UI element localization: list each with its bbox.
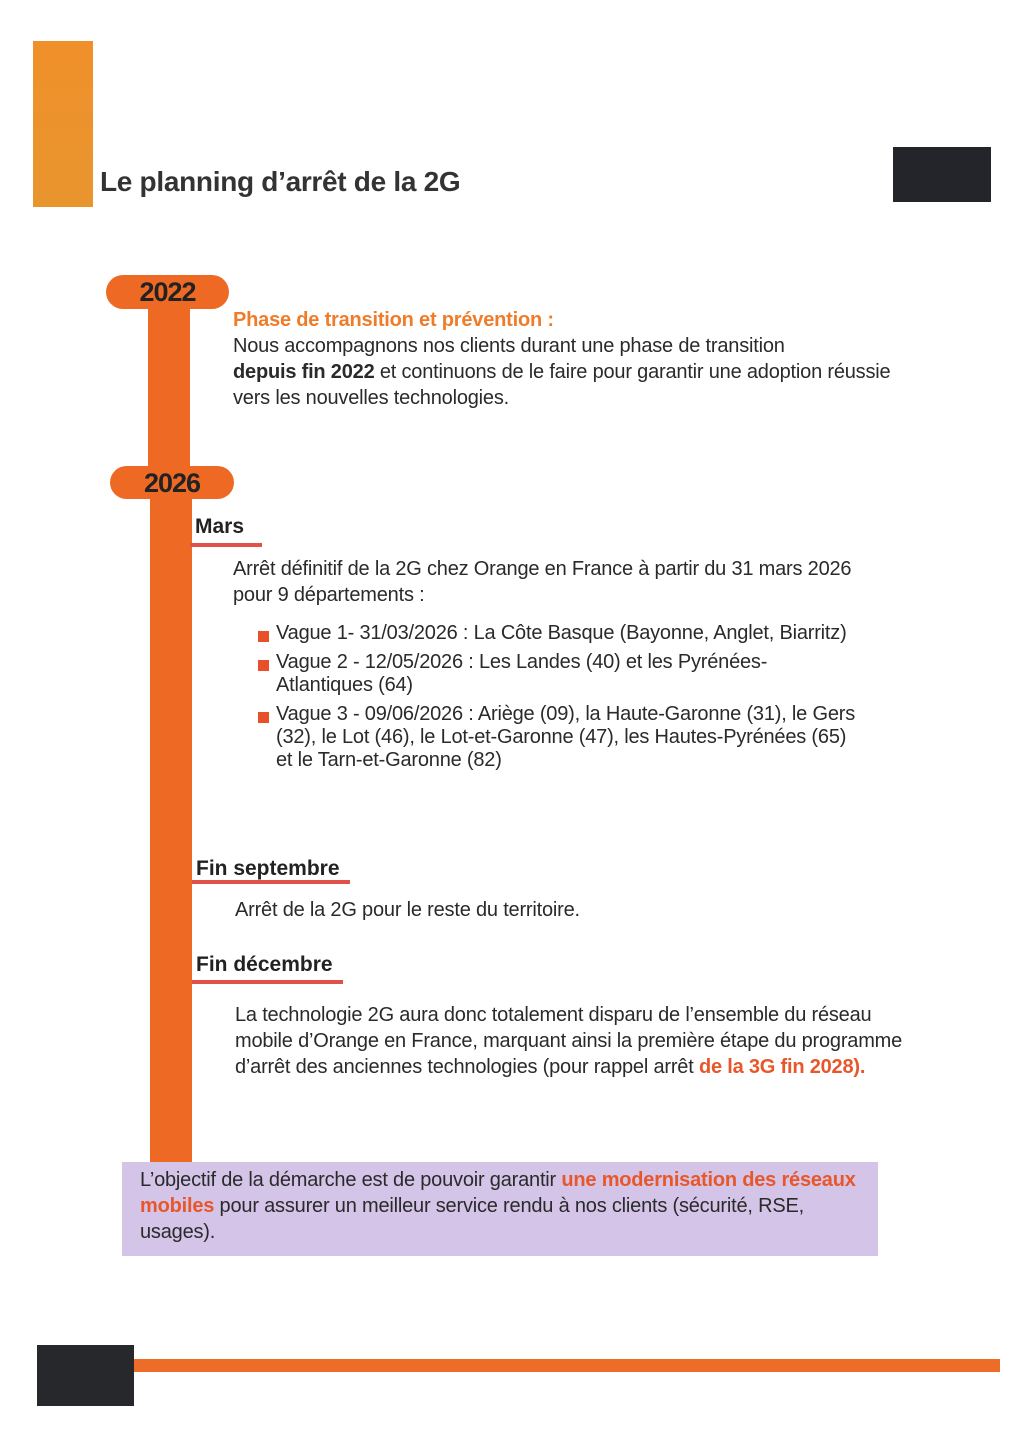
footer-black-block [37, 1345, 134, 1406]
phase-text-1: Nous accompagnons nos clients durant une phase de transition [233, 335, 785, 357]
month-mars: Mars [195, 515, 245, 538]
dec-text-body: La technologie 2G aura donc totalement disparu de l’ensemble du réseau mobile d’Orange en France, marquant ainsi la première étape du programme d’arrêt des anciennes technologies (pour rappel arrêt [235, 1004, 903, 1078]
list-item [258, 651, 836, 697]
wave-text: Vague 3 - 09/06/2026 : Ariège (09), la Haute-Garonne (31), le Gers (32), le Lot (46), le Lot-et-Garonne (47), les Hautes-Pyrénées (65) et le Tarn-et-Garonne (82) [276, 703, 855, 771]
objective-text-1: L’objectif de la démarche est de pouvoir garantir [140, 1169, 562, 1191]
month-fin-decembre: Fin décembre [196, 953, 333, 976]
year-pill-2022: 2022 [106, 275, 229, 309]
bullet-square-icon [258, 712, 269, 723]
header-accent-bar [33, 41, 93, 207]
list-item [258, 703, 856, 772]
waves-list [258, 622, 918, 778]
phase-text [233, 333, 913, 411]
month-fin-septembre: Fin septembre [196, 857, 340, 880]
bullet-square-icon [258, 631, 269, 642]
phase-bold: depuis fin 2022 [233, 361, 375, 383]
wave-text: Vague 1- 31/03/2026 : La Côte Basque (Bayonne, Anglet, Biarritz) [276, 622, 847, 644]
month-underline [190, 543, 262, 547]
objective-highlight: une modernisation des réseaux mobiles [140, 1169, 856, 1217]
page-title: Le planning d’arrêt de la 2G [100, 166, 461, 197]
header-black-block [893, 147, 991, 202]
month-underline [192, 880, 350, 884]
objective-box [122, 1162, 878, 1256]
month-underline [192, 980, 343, 984]
phase-title: Phase de transition et prévention : [233, 309, 554, 331]
objective-text [140, 1167, 860, 1245]
dec-highlight: de la 3G fin 2028). [698, 1056, 866, 1078]
objective-text-2: pour assurer un meilleur service rendu à nos clients (sécurité, RSE, usages). [140, 1195, 804, 1243]
timeline-stem [150, 480, 192, 1165]
dec-text [235, 1002, 905, 1080]
timeline-stem-top [148, 300, 190, 480]
phase-block [233, 307, 913, 411]
phase-text-2: et continuons de le faire pour garantir une adoption réussie vers les nouvelles technologies. [233, 361, 891, 409]
sept-text: Arrêt de la 2G pour le reste du territoire. [235, 899, 580, 921]
list-item [258, 622, 918, 645]
bullet-square-icon [258, 660, 269, 671]
year-pill-2026: 2026 [110, 466, 234, 499]
wave-text: Vague 2 - 12/05/2026 : Les Landes (40) et les Pyrénées-Atlantiques (64) [276, 651, 768, 696]
mars-text: Arrêt définitif de la 2G chez Orange en France à partir du 31 mars 2026 pour 9 départements : [233, 558, 852, 606]
footer-orange-line [134, 1359, 1000, 1372]
